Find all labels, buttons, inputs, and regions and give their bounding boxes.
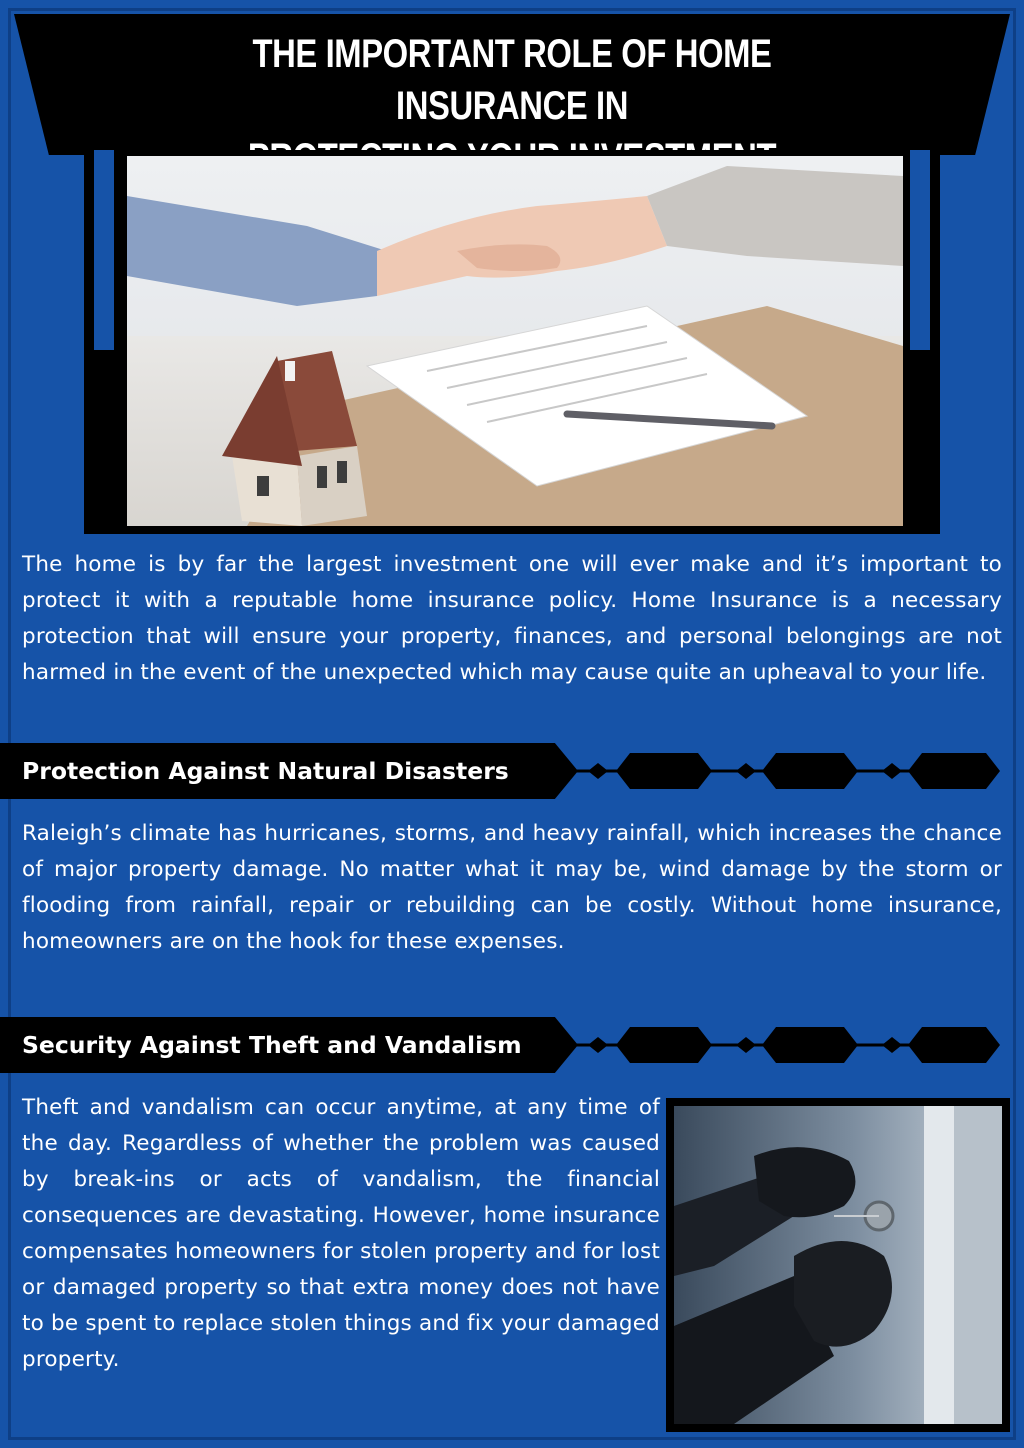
section-header-theft-vandalism (0, 1017, 1024, 1073)
hero-image-frame (84, 150, 940, 534)
intro-paragraph: The home is by far the largest investment one will ever make and it’s important to protect it with a reputable home insurance policy. Home Insurance is a necessary protection that will ensure your property, finances, and personal belongings are not harmed in the event of the unexpected which may cause quite an upheaval to your life. (22, 552, 1002, 685)
handshake-house-photo (127, 156, 903, 526)
title-line-1: THE IMPORTANT ROLE OF HOME INSURANCE IN (252, 32, 772, 128)
natural-disasters-paragraph: Raleigh’s climate has hurricanes, storms, and heavy rainfall, which increases the chance of major property damage. No matter what it may be, wind damage by the storm or flooding from rainfall, repair or rebuilding can be costly. Without home insurance, homeowners are on the hook for these expenses. (22, 821, 1002, 954)
section-heading: Protection Against Natural Disasters (22, 757, 509, 785)
section-header-natural-disasters (0, 743, 1024, 799)
theft-vandalism-paragraph: Theft and vandalism can occur anytime, at any time of the day. Regardless of whether the problem was caused by break-ins or acts of vandalism, the financial consequences are devastating. However, home insurance compensates homeowners for stolen property and for lost or damaged property so that extra money does not have to be spent to replace stolen things and fix your damaged property. (22, 1095, 660, 1372)
gloved-hands-lock-picking-photo (674, 1106, 1002, 1424)
frame-accent-left (94, 150, 114, 350)
section-heading: Security Against Theft and Vandalism (22, 1031, 522, 1059)
chain-decoration-icon (566, 1017, 1004, 1073)
burglar-photo-frame (666, 1098, 1010, 1432)
frame-accent-right (910, 150, 930, 350)
chain-decoration-icon (566, 743, 1004, 799)
